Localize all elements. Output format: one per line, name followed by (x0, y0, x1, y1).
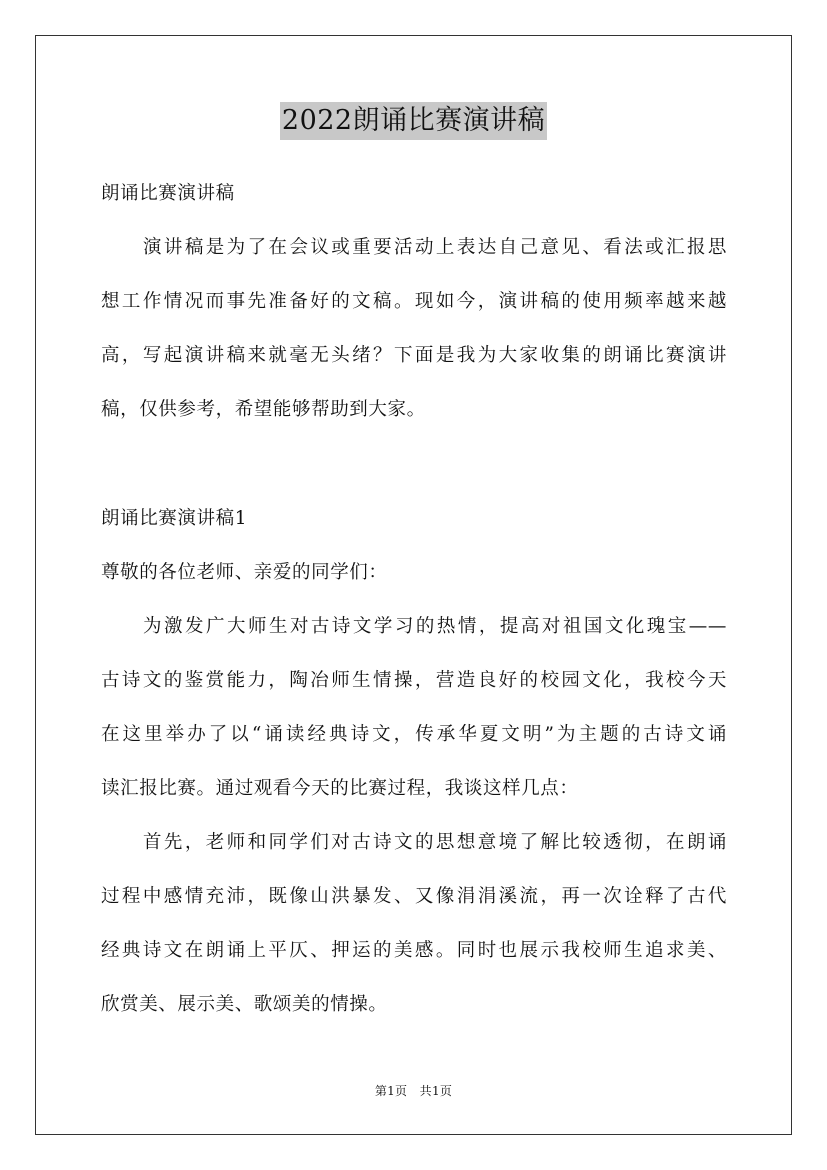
paragraph-1-line-1: 为激发广大师生对古诗文学习的热情，提高对祖国文化瑰宝—— (143, 616, 727, 637)
paragraph-2-line-2: 过程中感情充沛，既像山洪暴发、又像涓涓溪流，再一次诠释了古代 (101, 886, 727, 907)
paragraph-1-line-4: 读汇报比赛。通过观看今天的比赛过程，我谈这样几点： (101, 778, 579, 799)
intro-line-2: 想工作情况而事先准备好的文稿。现如今，演讲稿的使用频率越来越 (101, 291, 727, 312)
salutation: 尊敬的各位老师、亲爱的同学们： (101, 562, 388, 583)
paragraph-1-line-2: 古诗文的鉴赏能力，陶冶师生情操，营造良好的校园文化，我校今天 (101, 670, 727, 691)
paragraph-2-line-1: 首先，老师和同学们对古诗文的思想意境了解比较透彻，在朗诵 (143, 832, 727, 853)
intro-line-4: 稿，仅供参考，希望能够帮助到大家。 (101, 399, 426, 420)
page-footer: 第1页 共1页 (374, 1084, 453, 1098)
document-title: 2022朗诵比赛演讲稿 (280, 102, 547, 140)
paragraph-2-line-4: 欣赏美、展示美、歌颂美的情操。 (101, 994, 388, 1015)
intro-line-1: 演讲稿是为了在会议或重要活动上表达自己意见、看法或汇报思 (143, 237, 727, 258)
paragraph-2-line-3: 经典诗文在朗诵上平仄、押运的美感。同时也展示我校师生追求美、 (101, 940, 727, 961)
paragraph-1-line-3: 在这里举办了以“诵读经典诗文，传承华夏文明”为主题的古诗文诵 (101, 724, 727, 745)
intro-line-3: 高，写起演讲稿来就毫无头绪？下面是我为大家收集的朗诵比赛演讲 (101, 345, 727, 366)
title-container (0, 102, 827, 140)
intro-heading: 朗诵比赛演讲稿 (101, 183, 235, 204)
section-heading: 朗诵比赛演讲稿1 (101, 508, 248, 529)
